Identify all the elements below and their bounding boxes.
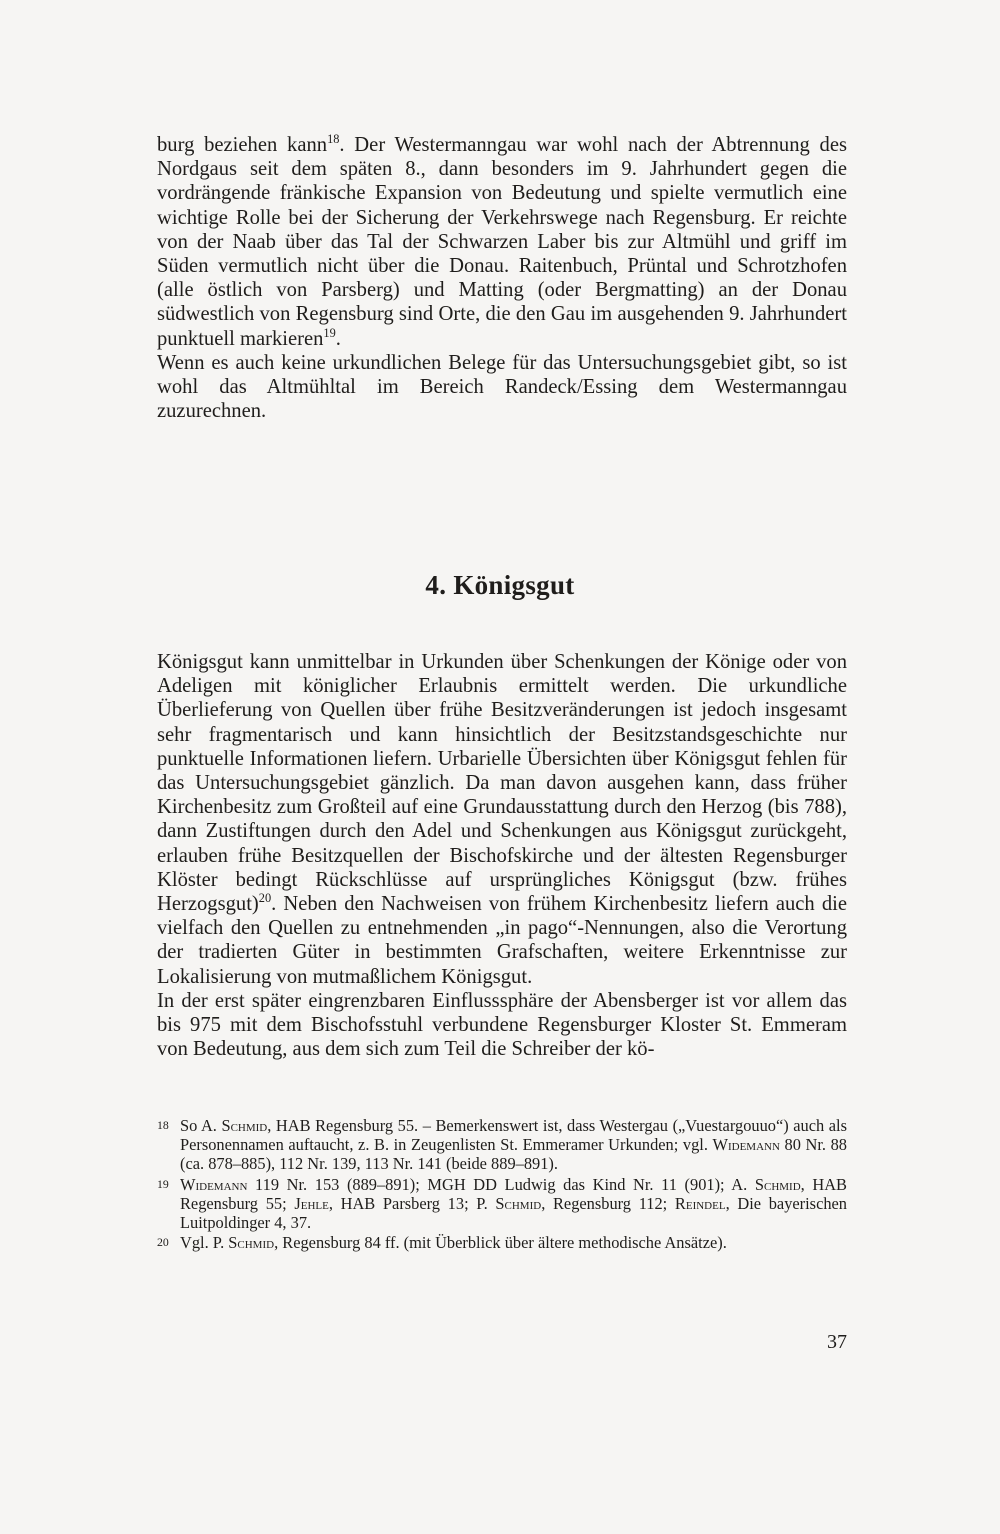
footnote-ref-20[interactable]: 20 xyxy=(258,891,272,905)
intro-paragraph-1: burg beziehen kann$^{18}$. Der Westermanngau war wohl nach der Abtrennung des Nordgaus seit dem späten 8., dann besonders im 9. Jahrhundert gegen die vordrängende fränkische Expansion von Bedeutung und spielte vermutlich eine wichtige Rolle bei der Sicherung der Verkehrswege nach Regensburg. Er reichte von der Naab über das Tal der Schwarzen Laber bis zur Altmühl und griff im Süden vermutlich nicht über die Donau. Raitenbuch, Prüntal und Schrotzhofen (alle östlich von Parsberg) und Matting (oder Bergmatting) an der Donau südwestlich von Regensburg sind Orte, die den Gau im ausgehenden 9. Jahrhundert punktuell markieren$^{19}$. xyxy=(157,131,847,350)
footnote-number: 18 xyxy=(157,1118,169,1132)
author-name: Schmid xyxy=(754,1174,801,1194)
author-name: Widemann xyxy=(712,1135,780,1155)
footnote-ref-19[interactable]: 19 xyxy=(323,325,336,340)
intro-paragraph-2: Wenn es auch keine urkundlichen Belege für das Untersuchungsgebiet gibt, so ist wohl das Altmühltal im Bereich Randeck/Essing dem Westermanngau zuzurechnen. xyxy=(157,351,847,423)
intro-text-block xyxy=(157,133,847,423)
section-heading: 4. Königsgut xyxy=(425,570,575,600)
footnote-ref-18[interactable]: 18 xyxy=(327,131,340,146)
page-number: 37 xyxy=(827,1331,847,1353)
main-paragraph-1: Königsgut kann unmittelbar in Urkunden über Schenkungen der Könige oder von Adeligen mit königlicher Erlaubnis ermittelt werden. Die urkundliche Überlieferung von Quellen über frühe Besitzveränderungen ist jedoch insgesamt sehr fragmentarisch und kann hinsichtlich der Besitzstandsgeschichte nur punktuelle Informationen liefern. Urbarielle Übersichten über Königsgut fehlen für das Untersuchungsgebiet gänzlich. Da man davon ausgehen kann, dass früher Kirchenbesitz zum Großteil auf eine Grundausstattung durch den Herzog (bis 788), dann Zustiftungen durch den Adel und Schenkungen aus Königsgut zurückgeht, erlauben frühe Besitzquellen der Bischofskirche und der ältesten Regensburger Klöster bedingt Rückschlüsse auf ursprüngliches Königsgut (bzw. frühes Herzogsgut)$^{20}$. Neben den Nachweisen von frühem Kirchenbesitz liefern auch die vielfach den Quellen zu entnehmenden „in pago“-Nennungen, also die Verortung der tradierten Güter in bestimmten Grafschaften, weitere Erkenntnisse zur Lokalisierung von mutmaßlichem Königsgut. xyxy=(157,651,847,988)
footnote-number: 20 xyxy=(157,1235,169,1250)
main-text-block xyxy=(157,650,847,1061)
footnote-19 xyxy=(157,1175,847,1233)
footnote-number: 19 xyxy=(157,1176,169,1191)
main-paragraph-2: In der erst später eingrenzbaren Einflusssphäre der Abensberger ist vor allem das bis 975 mit dem Bischofsstuhl verbundene Regensburger Kloster St. Emmeram von Bedeutung, aus dem sich zum Teil die Schreiber der kö- xyxy=(157,989,847,1061)
author-name: Jehle xyxy=(294,1193,329,1213)
footnote-20 xyxy=(157,1233,847,1252)
footnote-text: So A. Schmid, HAB Regensburg 55. – Bemerkenswert ist, dass Westergau („Vuestargouuo“) auch als Personennamen auftaucht, z. B. in Zeugenlisten St. Emmeramer Urkunden; vgl. Widemann 80 Nr. 88 (ca. 878–885), 112 Nr. 139, 113 Nr. 141 (beide 889–891). xyxy=(180,1116,847,1174)
author-name: Reindel xyxy=(674,1193,726,1213)
footnote-text: Widemann 119 Nr. 153 (889–891); MGH DD Ludwig das Kind Nr. 11 (901); A. Schmid, HAB Regensburg 55; Jehle, HAB Parsberg 13; P. Schmid, Regensburg 112; Reindel, Die bayerischen Luitpoldinger 4, 37. xyxy=(180,1174,848,1233)
author-name: Widemann xyxy=(180,1174,248,1194)
author-name: Schmid xyxy=(228,1233,275,1253)
footnotes xyxy=(157,1116,847,1253)
author-name: Schmid xyxy=(221,1116,268,1135)
footnote-text: Vgl. P. Schmid, Regensburg 84 ff. (mit Überblick über ältere methodische Ansätze). xyxy=(180,1233,727,1253)
author-name: Schmid xyxy=(495,1193,542,1213)
footnote-18 xyxy=(157,1116,847,1174)
